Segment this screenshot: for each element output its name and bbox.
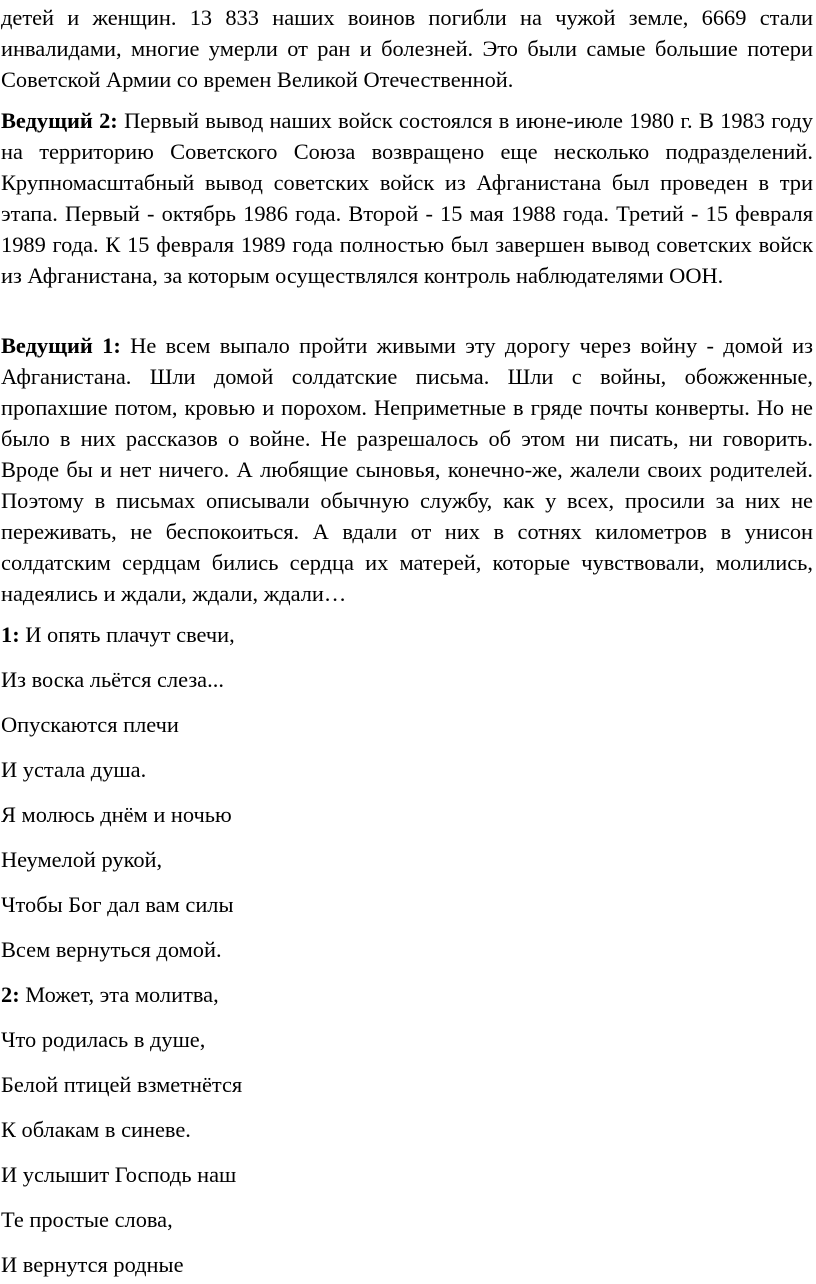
verse-text: Чтобы Бог дал вам силы — [1, 892, 234, 917]
speaker-label: 1: — [1, 622, 20, 647]
verse-line — [1, 1114, 191, 1145]
verse-text: И услышит Господь наш — [1, 1162, 237, 1187]
verse-text: Неумелой рукой, — [1, 847, 163, 872]
verse-line — [1, 1249, 184, 1280]
verse-line — [1, 844, 162, 875]
paragraph-text: детей и женщин. 13 833 наших воинов погибли на чужой земле, 6669 стали инвалидами, многие умерли от ран и болезней. Это были самые большие потери Советской Армии со времен Великой Отечественной. — [1, 5, 813, 92]
verse-text: И устала душа. — [1, 757, 147, 782]
paragraph-host-2 — [1, 105, 813, 291]
verse-line — [1, 754, 146, 785]
speaker-label: 2: — [1, 982, 20, 1007]
verse-text: Я молюсь днём и ночью — [1, 802, 232, 827]
verse-line — [1, 1024, 205, 1055]
paragraph-text: Не всем выпало пройти живыми эту дорогу через войну - домой из Афганистана. Шли домой солдатские письма. Шли с войны, обожженные, пропахшие потом, кровью и порохом. Неприметные в гряде почты конверты. Но не было в них рассказов о войне. Не разрешалось об этом ни писать, ни говорить. Вроде бы и нет ничего. А любящие сыновья, конечно-же, жалели своих родителей. Поэтому в письмах описывали обычную службу, как у всех, просили за них не переживать, не беспокоиться. А вдали от них в сотнях километров в унисон солдатским сердцам бились сердца их матерей, которые чувствовали, молились, надеялись и ждали, ждали, ждали… — [1, 333, 813, 606]
verse-text: Те простые слова, — [1, 1207, 173, 1232]
verse-line — [1, 664, 224, 695]
verse-text: Белой птицей взметнётся — [1, 1072, 243, 1097]
verse-text: Из воска льётся слеза... — [1, 667, 224, 692]
verse-line — [1, 1069, 242, 1100]
verse-text: К облакам в синеве. — [1, 1117, 191, 1142]
verse-text: И опять плачут свечи, — [19, 622, 235, 647]
verse-line — [1, 979, 219, 1010]
verse-line — [1, 619, 235, 650]
verse-line — [1, 709, 179, 740]
paragraph-text: Первый вывод наших войск состоялся в июне-июле 1980 г. В 1983 году на территорию Советского Союза возвращено еще несколько подразделений. Крупномасштабный вывод советских войск из Афганистана был проведен в три этапа. Первый - октябрь 1986 года. Второй - 15 мая 1988 года. Третий - 15 февраля 1989 года. К 15 февраля 1989 года полностью был завершен вывод советских войск из Афганистана, за которым осуществлялся контроль наблюдателями ООН. — [1, 108, 813, 288]
verse-text: Может, эта молитва, — [19, 982, 219, 1007]
verse-line — [1, 934, 222, 965]
verse-line — [1, 1159, 236, 1190]
paragraph-intro — [1, 2, 813, 95]
verse-text: Что родилась в душе, — [1, 1027, 206, 1052]
verse-line — [1, 1204, 173, 1235]
verse-line — [1, 889, 234, 920]
verse-text: И вернутся родные — [1, 1252, 184, 1277]
speaker-label: Ведущий 1: — [1, 333, 121, 358]
paragraph-host-1 — [1, 330, 813, 609]
verse-text: Опускаются плечи — [1, 712, 179, 737]
verse-text: Всем вернуться домой. — [1, 937, 222, 962]
speaker-label: Ведущий 2: — [1, 108, 118, 133]
verse-line — [1, 799, 232, 830]
